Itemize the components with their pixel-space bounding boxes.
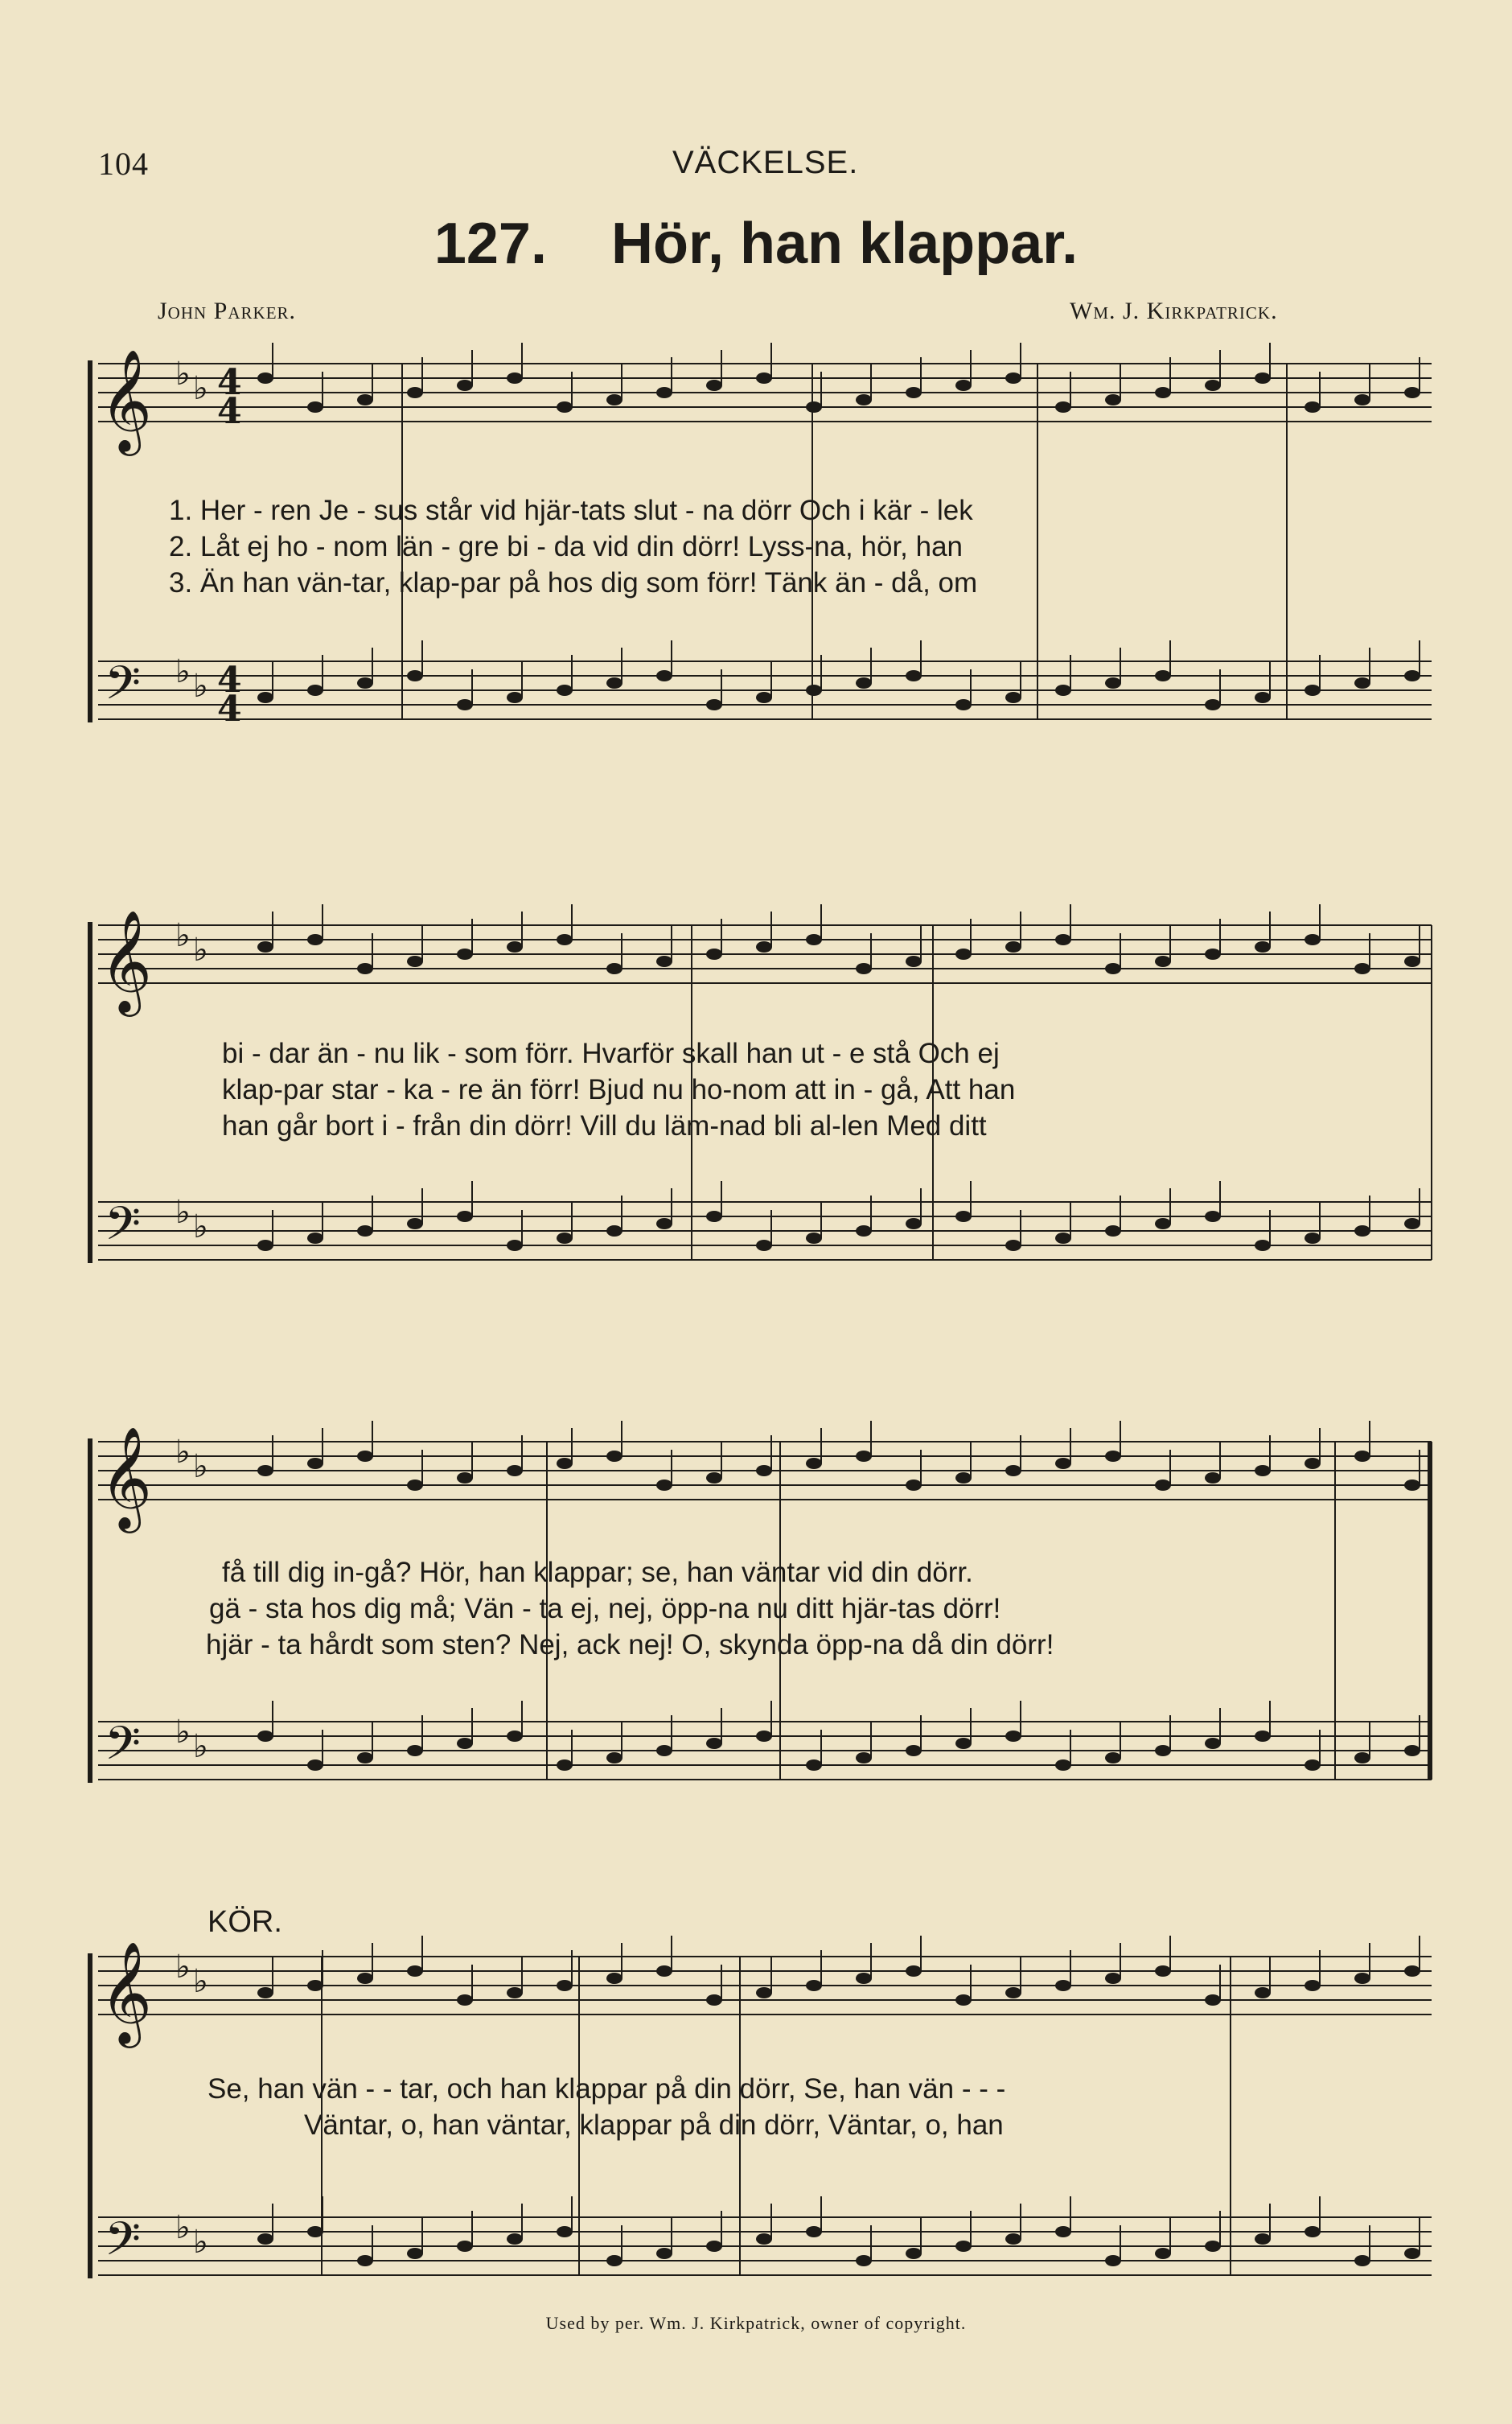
note-head [856, 677, 872, 689]
treble-clef-icon: 𝄞 [100, 1940, 153, 2043]
svg-text:♭: ♭ [193, 1448, 208, 1485]
note-head [1404, 387, 1420, 398]
note-head [257, 1731, 273, 1742]
note-head [1155, 1218, 1171, 1229]
note-head [1205, 1211, 1221, 1222]
note-head [557, 2226, 573, 2237]
section-heading: VÄCKELSE. [672, 145, 859, 180]
note-head [1404, 1745, 1420, 1756]
note-head [1305, 934, 1321, 945]
verse2-line2: klap-par star - ka - re än förr! Bjud nu ho-nom att in - gå, Att han [222, 1074, 1016, 1105]
note-head [1205, 1472, 1221, 1484]
note-head [1005, 2233, 1021, 2245]
note-head [1055, 934, 1071, 945]
note-head [606, 963, 622, 974]
note-head [457, 949, 473, 960]
note-head [557, 1759, 573, 1771]
note-head [357, 1752, 373, 1763]
note-head [656, 1745, 672, 1756]
note-head [1105, 963, 1121, 974]
note-head [656, 670, 672, 681]
note-head [1055, 1458, 1071, 1469]
note-head [307, 2226, 323, 2237]
note-head [806, 1980, 822, 1991]
svg-text:♭: ♭ [193, 932, 208, 969]
note-head [507, 692, 523, 703]
note-head [706, 380, 722, 391]
note-head [606, 1225, 622, 1237]
note-head [706, 1738, 722, 1749]
note-head [257, 1987, 273, 1998]
note-head [1055, 1980, 1071, 1991]
note-head [557, 1458, 573, 1469]
note-head [1155, 956, 1171, 967]
bass-clef-icon: 𝄢 [105, 1716, 142, 1782]
svg-text:♭: ♭ [175, 1714, 191, 1751]
svg-text:♭: ♭ [175, 917, 191, 954]
note-head [906, 1965, 922, 1977]
svg-text:♭: ♭ [175, 1194, 191, 1231]
note-head [357, 1451, 373, 1462]
note-head [1354, 677, 1370, 689]
note-head [906, 956, 922, 967]
note-head [606, 1973, 622, 1984]
note-head [806, 2226, 822, 2237]
note-head [1354, 1225, 1370, 1237]
note-head [806, 1759, 822, 1771]
note-head [955, 1994, 972, 2006]
note-head [407, 670, 423, 681]
note-head [1205, 1738, 1221, 1749]
treble-clef-icon: 𝄞 [100, 909, 153, 1012]
chorus-line1: Se, han vän - - tar, och han klappar på din dörr, Se, han vän - - - [207, 2073, 1006, 2105]
note-head [656, 956, 672, 967]
note-head [806, 685, 822, 696]
note-head [656, 2248, 672, 2259]
note-head [706, 2241, 722, 2252]
note-head [1205, 1994, 1221, 2006]
note-head [706, 699, 722, 710]
note-head [1055, 1233, 1071, 1244]
note-head [257, 941, 273, 953]
svg-text:♭: ♭ [193, 1728, 208, 1765]
verse2-line1: 2. Låt ej ho - nom län - gre bi - da vid din dörr! Lyss-na, hör, han [169, 531, 963, 562]
verse3-line1: 3. Än han vän-tar, klap-par på hos dig som förr! Tänk än - då, om [169, 567, 978, 599]
note-head [906, 2248, 922, 2259]
note-head [955, 949, 972, 960]
bass-clef-icon: 𝄢 [105, 1196, 142, 1262]
note-head [856, 1973, 872, 1984]
noteheads [257, 343, 1420, 2266]
note-head [1305, 2226, 1321, 2237]
system3-bass-staff [98, 1722, 1432, 1780]
clefs [100, 348, 242, 2278]
note-head [1255, 1987, 1271, 1998]
note-head [656, 387, 672, 398]
treble-clef-icon: 𝄞 [100, 348, 153, 451]
system1-treble-staff [98, 364, 1432, 422]
note-head [756, 941, 772, 953]
note-head [557, 401, 573, 413]
note-head [606, 1451, 622, 1462]
system2-bass-staff [98, 1202, 1432, 1260]
note-head [856, 1451, 872, 1462]
note-head [357, 677, 373, 689]
treble-clef-icon: 𝄞 [100, 1426, 153, 1529]
note-head [1005, 1731, 1021, 1742]
note-head [906, 387, 922, 398]
note-head [1255, 941, 1271, 953]
note-head [1205, 2241, 1221, 2252]
note-head [856, 2255, 872, 2266]
note-head [906, 1480, 922, 1491]
note-head [1255, 1731, 1271, 1742]
svg-text:♭: ♭ [175, 356, 191, 393]
svg-text:♭: ♭ [175, 2209, 191, 2246]
note-head [507, 372, 523, 384]
note-head [1404, 670, 1420, 681]
hymn-title-text: Hör, han klappar. [611, 212, 1079, 276]
note-head [357, 1225, 373, 1237]
svg-text:♭: ♭ [175, 1434, 191, 1471]
note-head [357, 963, 373, 974]
note-head [1055, 401, 1071, 413]
note-head [1255, 1465, 1271, 1476]
note-head [307, 1980, 323, 1991]
note-head [307, 934, 323, 945]
note-head [656, 1218, 672, 1229]
note-head [906, 670, 922, 681]
note-head [1105, 1451, 1121, 1462]
note-head [1354, 1973, 1370, 1984]
note-head [457, 380, 473, 391]
note-head [1105, 2255, 1121, 2266]
svg-text:♭: ♭ [193, 2224, 208, 2261]
note-head [1354, 2255, 1370, 2266]
note-head [1205, 380, 1221, 391]
note-head [357, 1973, 373, 1984]
note-head [906, 1218, 922, 1229]
note-head [357, 2255, 373, 2266]
note-head [856, 1752, 872, 1763]
note-head [1305, 685, 1321, 696]
note-head [756, 372, 772, 384]
note-head [257, 692, 273, 703]
note-head [955, 1738, 972, 1749]
note-head [1155, 1745, 1171, 1756]
note-head [1305, 1980, 1321, 1991]
bass-clef-icon: 𝄢 [105, 656, 142, 722]
note-head [856, 963, 872, 974]
note-head [756, 1465, 772, 1476]
note-head [307, 401, 323, 413]
note-head [1255, 2233, 1271, 2245]
note-head [1005, 1240, 1021, 1251]
chorus-bass-staff [98, 2217, 1432, 2275]
note-head [407, 1480, 423, 1491]
note-head [557, 1233, 573, 1244]
note-head [1354, 963, 1370, 974]
note-head [1055, 685, 1071, 696]
system1-bass-staff [98, 661, 1432, 719]
note-head [906, 1745, 922, 1756]
note-head [257, 1465, 273, 1476]
note-head [1404, 1480, 1420, 1491]
note-head [1255, 692, 1271, 703]
note-head [507, 2233, 523, 2245]
note-head [1305, 1233, 1321, 1244]
note-head [1105, 677, 1121, 689]
note-head [407, 1745, 423, 1756]
note-head [656, 1480, 672, 1491]
note-head [407, 1218, 423, 1229]
note-head [1404, 956, 1420, 967]
bass-clef-icon: 𝄢 [105, 2212, 142, 2278]
note-head [856, 394, 872, 405]
note-head [407, 387, 423, 398]
note-head [1205, 949, 1221, 960]
note-head [307, 1759, 323, 1771]
note-head [606, 1752, 622, 1763]
svg-text:♭: ♭ [175, 1949, 191, 1986]
note-head [457, 1738, 473, 1749]
note-head [407, 2248, 423, 2259]
note-head [1005, 372, 1021, 384]
svg-text:♭: ♭ [193, 1208, 208, 1245]
svg-text:4: 4 [217, 391, 242, 432]
note-head [507, 1731, 523, 1742]
note-head [457, 2241, 473, 2252]
svg-text:♭: ♭ [193, 370, 208, 407]
note-head [756, 1731, 772, 1742]
note-head [806, 1233, 822, 1244]
note-head [1005, 941, 1021, 953]
note-head [557, 685, 573, 696]
note-head [1005, 692, 1021, 703]
note-head [407, 1965, 423, 1977]
note-head [706, 949, 722, 960]
note-head [1404, 1965, 1420, 1977]
hymn-number: 127. [433, 212, 547, 276]
note-head [1155, 1480, 1171, 1491]
note-head [457, 1472, 473, 1484]
note-head [1305, 1458, 1321, 1469]
note-head [756, 692, 772, 703]
note-head [1255, 1240, 1271, 1251]
note-head [656, 1965, 672, 1977]
note-head [507, 1240, 523, 1251]
note-head [806, 1458, 822, 1469]
note-head [706, 1994, 722, 2006]
note-head [257, 1240, 273, 1251]
note-head [457, 699, 473, 710]
svg-text:4: 4 [217, 362, 242, 403]
note-head [806, 934, 822, 945]
note-head [1305, 401, 1321, 413]
note-head [1055, 2226, 1071, 2237]
svg-text:4: 4 [217, 660, 242, 701]
composer-credit: Wm. J. Kirkpatrick. [1070, 298, 1278, 324]
svg-text:♭: ♭ [193, 1963, 208, 2000]
system2-treble-staff [98, 925, 1432, 983]
note-head [1354, 394, 1370, 405]
note-head [1404, 1218, 1420, 1229]
note-head [257, 2233, 273, 2245]
note-head [1205, 699, 1221, 710]
lyricist-credit: John Parker. [158, 298, 297, 324]
note-head [457, 1994, 473, 2006]
verse1-line2: bi - dar än - nu lik - som förr. Hvarför skall han ut - e stå Och ej [222, 1038, 1000, 1069]
note-head [1404, 2248, 1420, 2259]
note-head [756, 2233, 772, 2245]
note-head [507, 941, 523, 953]
note-head [806, 401, 822, 413]
note-head [357, 394, 373, 405]
note-head [257, 372, 273, 384]
note-head [307, 1458, 323, 1469]
note-head [307, 685, 323, 696]
note-head [856, 1225, 872, 1237]
verse3-line2: han går bort i - från din dörr! Vill du läm-nad bli al-len Med ditt [222, 1110, 987, 1142]
note-head [955, 2241, 972, 2252]
note-head [1305, 1759, 1321, 1771]
note-head [706, 1211, 722, 1222]
note-head [1155, 2248, 1171, 2259]
note-head [1005, 1465, 1021, 1476]
verse2-line3: gä - sta hos dig må; Vän - ta ej, nej, öpp-na nu ditt hjär-tas dörr! [209, 1593, 1001, 1624]
chorus-treble-staff [98, 1957, 1432, 2015]
note-head [507, 1987, 523, 1998]
note-head [955, 699, 972, 710]
copyright-footer: Used by per. Wm. J. Kirkpatrick, owner of copyright. [545, 2313, 967, 2333]
note-head [507, 1465, 523, 1476]
note-head [606, 677, 622, 689]
note-head [1105, 1973, 1121, 1984]
svg-text:♭: ♭ [193, 668, 208, 705]
note-head [557, 934, 573, 945]
note-head [1105, 394, 1121, 405]
note-head [557, 1980, 573, 1991]
page-number: 104 [98, 146, 149, 182]
note-head [307, 1233, 323, 1244]
chorus-line2: Väntar, o, han väntar, klappar på din dörr, Väntar, o, han [304, 2109, 1004, 2141]
verse3-line3: hjär - ta hårdt som sten? Nej, ack nej! O, skynda öpp-na då din dörr! [206, 1629, 1054, 1661]
note-head [1155, 1965, 1171, 1977]
note-head [606, 394, 622, 405]
note-head [1354, 1752, 1370, 1763]
note-head [407, 956, 423, 967]
note-head [1255, 372, 1271, 384]
verse1-line3: få till dig in-gå? Hör, han klappar; se, han väntar vid din dörr. [222, 1557, 973, 1588]
note-head [1105, 1225, 1121, 1237]
chorus-label: KÖR. [207, 1905, 282, 1939]
note-head [756, 1240, 772, 1251]
svg-text:♭: ♭ [175, 653, 191, 690]
svg-text:4: 4 [217, 689, 242, 730]
note-head [1005, 1987, 1021, 1998]
note-head [955, 1472, 972, 1484]
note-head [955, 380, 972, 391]
note-head [955, 1211, 972, 1222]
note-head [457, 1211, 473, 1222]
note-head [1354, 1451, 1370, 1462]
note-head [1055, 1759, 1071, 1771]
note-head [1105, 1752, 1121, 1763]
note-head [606, 2255, 622, 2266]
note-head [1155, 387, 1171, 398]
note-head [756, 1987, 772, 1998]
note-head [1155, 670, 1171, 681]
note-head [706, 1472, 722, 1484]
verse1-line1: 1. Her - ren Je - sus står vid hjär-tats slut - na dörr Och i kär - lek [169, 495, 973, 526]
